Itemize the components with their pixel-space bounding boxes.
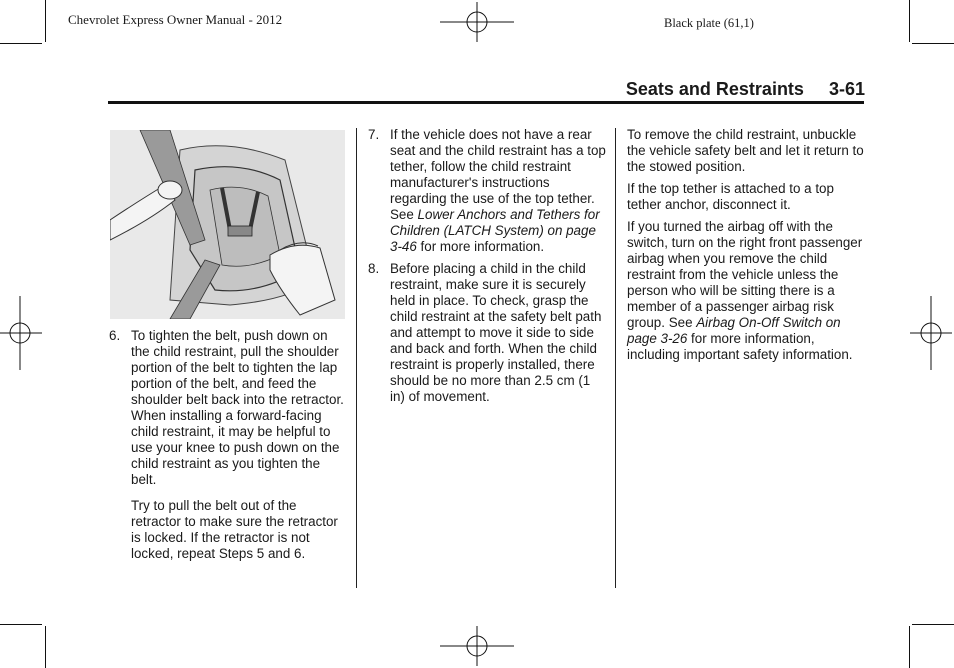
step-7 [368, 127, 606, 255]
airbag-text-after: for more information, including important safety information. [627, 331, 853, 362]
step-8 [368, 261, 606, 405]
step-6-text: To tighten the belt, push down on the child restraint, pull the shoulder portion of the belt to tighten the lap portion of the belt, and feed the shoulder belt back into the retractor. When installing a forward-facing child restraint, it may be helpful to use your knee to push down on the child restraint as you tighten the belt. [131, 328, 344, 487]
crop-mark-top-left-h [0, 43, 42, 44]
airbag-paragraph [627, 219, 865, 363]
step-7-text-after: for more information. [416, 239, 545, 254]
crop-mark-top-left-v [45, 0, 46, 42]
column-1 [109, 328, 347, 568]
crop-mark-top-right-v [909, 0, 910, 42]
step-8-number: 8. [368, 261, 380, 276]
column-2 [368, 127, 606, 411]
registration-mark-top [440, 2, 514, 42]
step-6-followup: Try to pull the belt out of the retractor to make sure the retractor is locked. If the retractor is not locked, repeat Steps 5 and 6. [131, 498, 338, 561]
step-7-text [390, 127, 606, 254]
section-header [626, 79, 865, 100]
crop-mark-bottom-left-h [0, 624, 42, 625]
registration-mark-right [910, 296, 952, 370]
step-8-text: Before placing a child in the child restraint, make sure it is securely held in place. To check, grasp the child restraint at the safety belt path and attempt to move it side to side and back and forth. When the child restraint is properly installed, there should be no more than 2.5 cm (1 in) of movement. [390, 261, 602, 404]
registration-mark-bottom [440, 626, 514, 666]
plate-label: Black plate (61,1) [664, 16, 754, 30]
manual-title: Chevrolet Express Owner Manual - 2012 [68, 12, 283, 27]
registration-mark-left [0, 296, 42, 370]
column-3 [627, 127, 865, 369]
section-title: Seats and Restraints [625, 79, 804, 99]
step-6-number: 6. [109, 328, 121, 343]
child-restraint-illustration [110, 130, 345, 319]
airbag-text-before: If you turned the airbag off with the switch, turn on the right front passenger airbag when you remove the child restraint from the vehicle unless the person who will be sitting there is a member of a passenger airbag risk group. See [627, 219, 863, 330]
step-7-text-before: If the vehicle does not have a rear seat and the child restraint has a top tether, follow the child restraint manufacturer's instructions regarding the use of the top tether. See [390, 127, 606, 222]
step-6 [109, 328, 347, 488]
crop-mark-bottom-right-v [909, 626, 910, 668]
crop-mark-top-right-h [912, 43, 954, 44]
column-divider-2 [615, 128, 616, 588]
airbag-switch-reference-link[interactable]: Airbag On-Off Switch on page 3-26 [627, 315, 841, 346]
crop-mark-bottom-right-h [912, 624, 954, 625]
step-7-number: 7. [368, 127, 380, 142]
column-divider-1 [356, 128, 357, 588]
page-number: 3-61 [828, 79, 865, 99]
remove-restraint-paragraph: To remove the child restraint, unbuckle the vehicle safety belt and let it return to the stowed position. [627, 127, 864, 174]
step-7-reference-link[interactable]: Lower Anchors and Tethers for Children (LATCH System) on page 3-46 [390, 207, 600, 254]
top-tether-paragraph: If the top tether is attached to a top tether anchor, disconnect it. [627, 181, 834, 212]
header-rule [108, 101, 864, 104]
crop-mark-bottom-left-v [45, 626, 46, 668]
